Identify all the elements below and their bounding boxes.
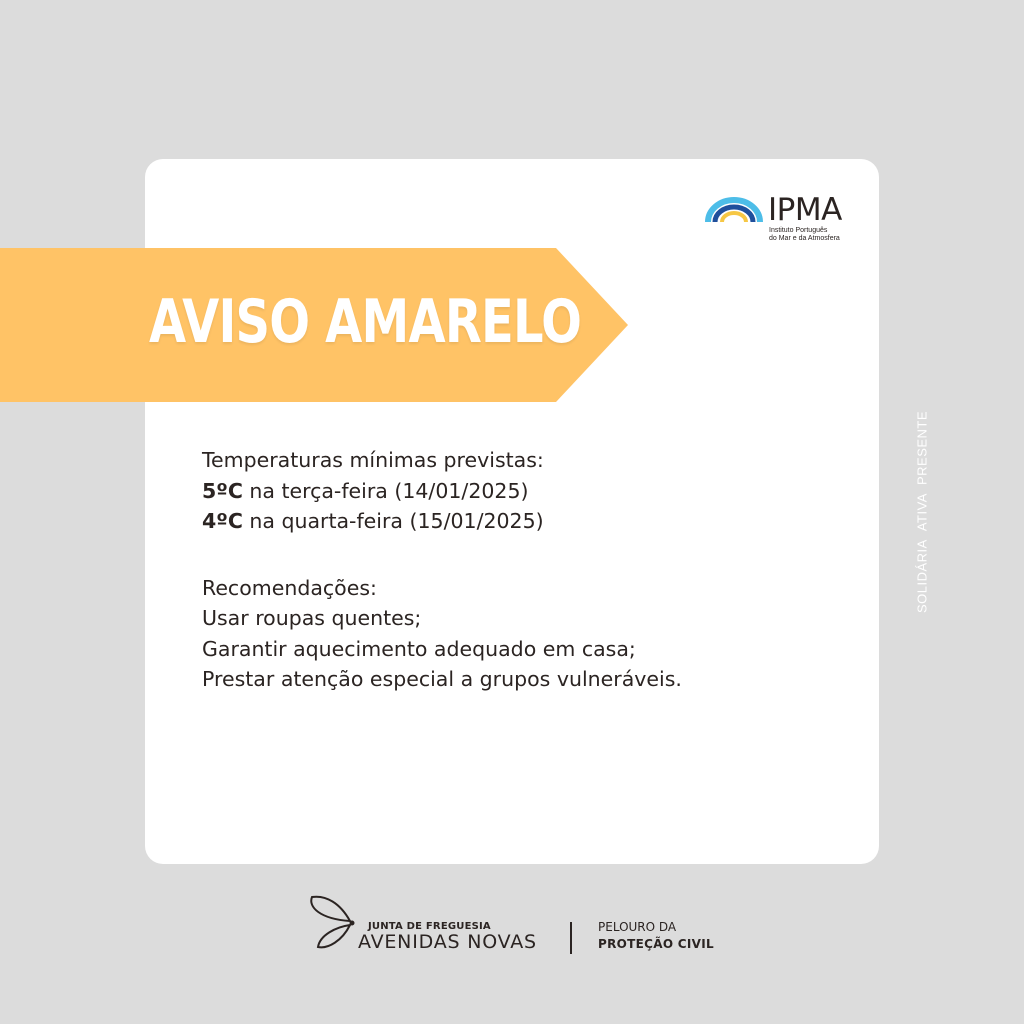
slogan-word: SOLIDÁRIA xyxy=(914,539,930,614)
ipma-subtitle-line1: Instituto Português xyxy=(769,227,828,234)
forecast-item xyxy=(202,476,682,507)
forecast-temp: 5ºC xyxy=(202,478,243,503)
forecast-item xyxy=(202,506,682,537)
footer-divider xyxy=(570,922,572,954)
ipma-subtitle-line2: do Mar e da Atmosfera xyxy=(769,235,840,242)
junta-freguesia-logo xyxy=(306,893,556,955)
forecast-temp: 4ºC xyxy=(202,509,243,533)
slogan-word: ATIVA xyxy=(914,493,930,532)
forecast-day: na terça-feira (14/01/2025) xyxy=(242,478,529,503)
side-slogan xyxy=(915,411,930,613)
junta-label: JUNTA DE FREGUESIA xyxy=(368,921,491,932)
pelouro-line1: PELOURO DA xyxy=(598,920,677,934)
pelouro-label xyxy=(598,919,714,953)
ipma-wordmark: IPMA xyxy=(768,192,842,228)
junta-name: AVENIDAS NOVAS xyxy=(358,931,537,953)
recommendations-heading: Recomendações: xyxy=(202,575,377,600)
warning-title: AVISO AMARELO xyxy=(149,287,582,357)
slogan-word: PRESENTE xyxy=(914,410,930,486)
ipma-rainbow-icon xyxy=(705,194,763,224)
recommendation-item: Garantir aquecimento adequado em casa; xyxy=(202,636,636,661)
butterfly-icon xyxy=(306,893,356,951)
paragraph-spacer xyxy=(202,537,682,573)
forecast-heading: Temperaturas mínimas previstas: xyxy=(202,448,544,472)
ipma-subtitle xyxy=(769,227,840,243)
recommendation-item: Prestar atenção especial a grupos vulneráveis. xyxy=(202,667,682,691)
forecast-day: na quarta-feira (15/01/2025) xyxy=(242,509,544,533)
warning-body xyxy=(202,445,682,695)
ipma-logo xyxy=(705,192,855,252)
pelouro-line2: PROTEÇÃO CIVIL xyxy=(598,937,714,951)
recommendation-item: Usar roupas quentes; xyxy=(202,606,422,630)
